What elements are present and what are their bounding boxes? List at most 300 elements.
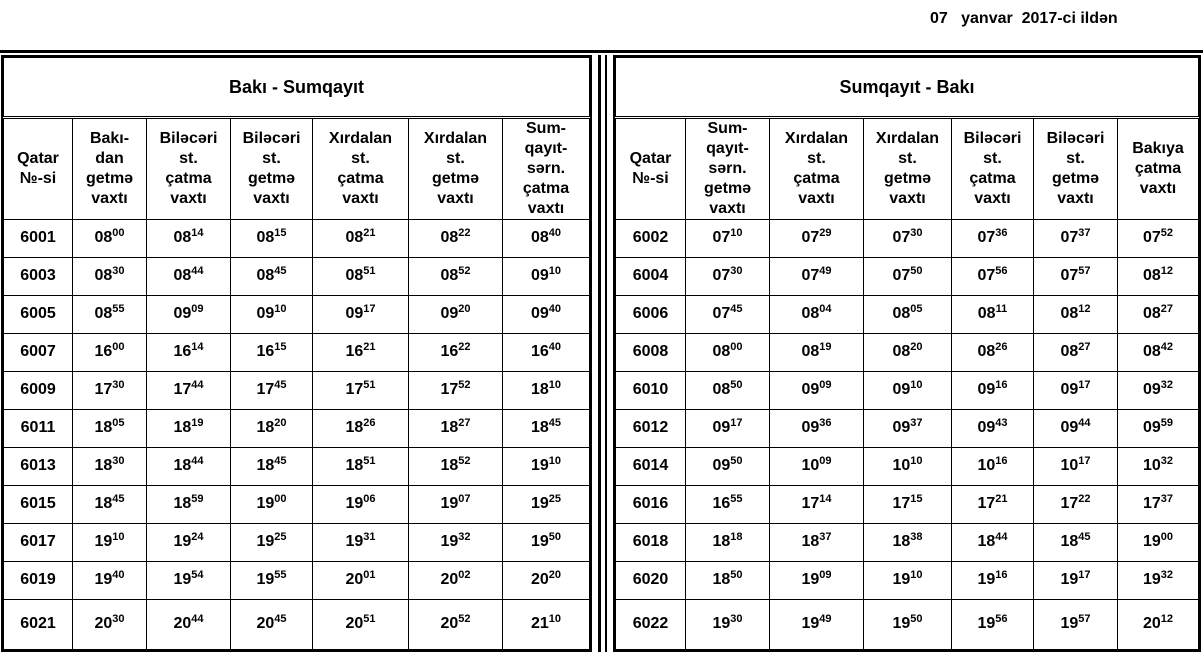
time-cell xyxy=(1034,599,1118,649)
time-minute: 12 xyxy=(1160,613,1174,626)
time-minute: 19 xyxy=(819,341,832,354)
train-number: 6006 xyxy=(616,295,686,333)
time-hour: 07 xyxy=(712,229,731,247)
time-cell xyxy=(1034,257,1118,295)
time-minute: 32 xyxy=(458,531,471,544)
time-cell xyxy=(231,599,313,649)
time-cell xyxy=(770,257,864,295)
time-cell xyxy=(1118,599,1199,649)
time-hour: 17 xyxy=(892,495,911,513)
time-cell xyxy=(503,523,590,561)
time-cell xyxy=(73,523,147,561)
time-hour: 17 xyxy=(345,381,364,399)
time-cell xyxy=(770,523,864,561)
time-minute: 10 xyxy=(548,613,562,626)
column-header: Biləcəri st. çatma vaxtı xyxy=(147,118,231,220)
time-cell xyxy=(503,447,590,485)
time-hour: 18 xyxy=(801,533,820,551)
time-hour: 10 xyxy=(892,457,911,475)
time-hour: 16 xyxy=(256,343,275,361)
time-cell xyxy=(147,485,231,523)
time-hour: 09 xyxy=(530,267,549,285)
table-row xyxy=(616,485,1199,523)
time-hour: 18 xyxy=(173,419,192,437)
train-number: 6022 xyxy=(616,599,686,649)
time-cell xyxy=(231,409,313,447)
time-minute: 10 xyxy=(910,379,923,392)
train-number: 6001 xyxy=(4,220,73,258)
time-cell xyxy=(864,295,952,333)
time-minute: 52 xyxy=(458,265,471,278)
train-number: 6007 xyxy=(4,333,73,371)
column-header: Xırdalan st. çatma vaxtı xyxy=(770,118,864,220)
time-minute: 37 xyxy=(1160,493,1174,506)
time-minute: 14 xyxy=(191,341,204,354)
time-hour: 08 xyxy=(892,343,911,361)
time-cell xyxy=(231,295,313,333)
time-minute: 45 xyxy=(274,265,287,278)
time-hour: 08 xyxy=(256,229,275,247)
table-row xyxy=(4,295,590,333)
time-cell xyxy=(147,371,231,409)
time-cell xyxy=(503,409,590,447)
time-cell xyxy=(409,409,503,447)
time-hour: 08 xyxy=(440,267,459,285)
time-minute: 15 xyxy=(910,493,923,506)
time-minute: 20 xyxy=(910,341,923,354)
train-number: 6016 xyxy=(616,485,686,523)
time-cell xyxy=(686,599,770,649)
time-cell xyxy=(952,447,1034,485)
time-minute: 50 xyxy=(910,265,923,278)
time-hour: 08 xyxy=(1142,267,1161,285)
time-minute: 38 xyxy=(910,531,923,544)
time-hour: 08 xyxy=(1060,305,1079,323)
time-minute: 49 xyxy=(819,265,832,278)
time-cell xyxy=(1118,485,1199,523)
time-minute: 36 xyxy=(819,417,832,430)
time-cell xyxy=(686,333,770,371)
time-hour: 07 xyxy=(712,305,731,323)
time-hour: 19 xyxy=(1060,615,1079,633)
time-cell xyxy=(1034,561,1118,599)
train-number: 6014 xyxy=(616,447,686,485)
time-minute: 10 xyxy=(910,455,923,468)
time-cell xyxy=(147,295,231,333)
time-minute: 51 xyxy=(363,613,376,626)
time-hour: 18 xyxy=(173,457,192,475)
time-cell xyxy=(770,333,864,371)
time-minute: 21 xyxy=(363,341,376,354)
time-cell xyxy=(1034,295,1118,333)
time-minute: 27 xyxy=(1160,303,1174,316)
time-cell xyxy=(864,220,952,258)
time-cell xyxy=(686,220,770,258)
time-minute: 17 xyxy=(1078,379,1091,392)
time-minute: 19 xyxy=(191,417,204,430)
time-hour: 08 xyxy=(1142,305,1161,323)
time-minute: 44 xyxy=(191,265,204,278)
time-minute: 43 xyxy=(995,417,1008,430)
time-minute: 32 xyxy=(1160,455,1174,468)
time-hour: 19 xyxy=(345,495,364,513)
time-minute: 45 xyxy=(274,613,287,626)
time-hour: 20 xyxy=(530,571,549,589)
column-header: Qatar №-si xyxy=(4,118,73,220)
time-cell xyxy=(1118,220,1199,258)
time-minute: 30 xyxy=(730,265,743,278)
train-number: 6015 xyxy=(4,485,73,523)
time-minute: 16 xyxy=(995,379,1008,392)
time-hour: 08 xyxy=(712,343,731,361)
time-minute: 30 xyxy=(112,613,125,626)
time-minute: 05 xyxy=(112,417,125,430)
time-minute: 56 xyxy=(995,613,1008,626)
time-hour: 17 xyxy=(173,381,192,399)
time-cell xyxy=(147,561,231,599)
baku-sumqayit-timetable xyxy=(1,55,592,652)
time-minute: 10 xyxy=(548,379,562,392)
time-cell xyxy=(1118,371,1199,409)
time-minute: 37 xyxy=(910,417,923,430)
time-minute: 25 xyxy=(548,493,562,506)
time-hour: 09 xyxy=(712,457,731,475)
time-hour: 08 xyxy=(801,343,820,361)
time-minute: 17 xyxy=(730,417,743,430)
time-minute: 20 xyxy=(274,417,287,430)
time-cell xyxy=(952,485,1034,523)
time-hour: 09 xyxy=(977,419,996,437)
time-hour: 19 xyxy=(94,533,113,551)
table-row xyxy=(616,523,1199,561)
time-hour: 18 xyxy=(977,533,996,551)
time-hour: 19 xyxy=(1060,571,1079,589)
table-row xyxy=(616,220,1199,258)
time-minute: 17 xyxy=(1078,569,1091,582)
table-row xyxy=(616,371,1199,409)
time-minute: 22 xyxy=(1078,493,1091,506)
time-hour: 09 xyxy=(977,381,996,399)
time-hour: 18 xyxy=(94,419,113,437)
table-row xyxy=(4,220,590,258)
time-cell xyxy=(313,561,409,599)
time-cell xyxy=(686,561,770,599)
time-hour: 18 xyxy=(712,571,731,589)
time-minute: 22 xyxy=(458,341,471,354)
time-hour: 07 xyxy=(712,267,731,285)
time-cell xyxy=(864,409,952,447)
time-cell xyxy=(1034,523,1118,561)
time-cell xyxy=(73,485,147,523)
time-cell xyxy=(73,257,147,295)
time-cell xyxy=(409,561,503,599)
time-hour: 20 xyxy=(1142,615,1161,633)
time-minute: 52 xyxy=(1160,227,1174,240)
time-hour: 09 xyxy=(440,305,459,323)
time-hour: 21 xyxy=(530,615,549,633)
time-hour: 19 xyxy=(256,533,275,551)
time-minute: 44 xyxy=(191,613,204,626)
time-minute: 10 xyxy=(548,265,562,278)
time-hour: 19 xyxy=(977,615,996,633)
time-hour: 10 xyxy=(1142,457,1161,475)
column-divider xyxy=(598,55,601,652)
time-cell xyxy=(952,599,1034,649)
table-row xyxy=(616,447,1199,485)
time-hour: 19 xyxy=(801,571,820,589)
time-minute: 05 xyxy=(910,303,923,316)
time-hour: 19 xyxy=(173,571,192,589)
time-minute: 50 xyxy=(730,569,743,582)
time-minute: 32 xyxy=(1160,569,1174,582)
time-minute: 12 xyxy=(1160,265,1174,278)
table-row xyxy=(4,599,590,649)
time-hour: 08 xyxy=(801,305,820,323)
time-cell xyxy=(313,333,409,371)
time-minute: 20 xyxy=(548,569,562,582)
table-row xyxy=(616,599,1199,649)
time-minute: 20 xyxy=(458,303,471,316)
time-minute: 00 xyxy=(1160,531,1174,544)
time-hour: 08 xyxy=(1142,343,1161,361)
time-hour: 17 xyxy=(256,381,275,399)
time-minute: 45 xyxy=(730,303,743,316)
time-hour: 16 xyxy=(345,343,364,361)
time-hour: 18 xyxy=(530,419,549,437)
time-minute: 24 xyxy=(191,531,204,544)
time-cell xyxy=(231,333,313,371)
train-number: 6020 xyxy=(616,561,686,599)
time-minute: 51 xyxy=(363,455,376,468)
time-hour: 19 xyxy=(530,457,549,475)
time-cell xyxy=(952,523,1034,561)
time-hour: 20 xyxy=(440,571,459,589)
time-hour: 19 xyxy=(1142,533,1161,551)
time-minute: 40 xyxy=(548,303,562,316)
time-cell xyxy=(952,371,1034,409)
time-minute: 52 xyxy=(458,455,471,468)
time-hour: 17 xyxy=(94,381,113,399)
time-cell xyxy=(503,561,590,599)
time-cell xyxy=(864,371,952,409)
time-minute: 00 xyxy=(112,341,125,354)
time-hour: 19 xyxy=(530,495,549,513)
column-divider xyxy=(605,55,607,652)
time-cell xyxy=(147,447,231,485)
time-minute: 27 xyxy=(1078,341,1091,354)
time-hour: 17 xyxy=(440,381,459,399)
time-minute: 45 xyxy=(274,379,287,392)
table-row xyxy=(4,257,590,295)
time-minute: 36 xyxy=(995,227,1008,240)
time-cell xyxy=(1118,333,1199,371)
time-cell xyxy=(686,523,770,561)
time-minute: 40 xyxy=(548,227,562,240)
time-cell xyxy=(313,257,409,295)
top-rule xyxy=(0,50,1203,53)
column-header: Biləcəri st. getmə vaxtı xyxy=(1034,118,1118,220)
time-cell xyxy=(864,447,952,485)
time-cell xyxy=(503,295,590,333)
time-minute: 44 xyxy=(191,455,204,468)
time-cell xyxy=(770,409,864,447)
time-minute: 10 xyxy=(112,531,125,544)
time-hour: 16 xyxy=(94,343,113,361)
time-cell xyxy=(313,295,409,333)
time-hour: 20 xyxy=(256,615,275,633)
time-minute: 16 xyxy=(995,569,1008,582)
time-hour: 09 xyxy=(801,381,820,399)
table-row xyxy=(4,561,590,599)
time-hour: 17 xyxy=(1142,495,1161,513)
column-header: Biləcəri st. getmə vaxtı xyxy=(231,118,313,220)
time-cell xyxy=(231,220,313,258)
time-minute: 22 xyxy=(458,227,471,240)
time-hour: 07 xyxy=(801,267,820,285)
table-row xyxy=(616,295,1199,333)
time-cell xyxy=(770,295,864,333)
time-cell xyxy=(73,447,147,485)
train-number: 6008 xyxy=(616,333,686,371)
time-minute: 51 xyxy=(363,379,376,392)
time-hour: 10 xyxy=(1060,457,1079,475)
time-cell xyxy=(952,295,1034,333)
time-hour: 18 xyxy=(94,495,113,513)
table-row xyxy=(4,523,590,561)
time-hour: 07 xyxy=(977,267,996,285)
time-minute: 14 xyxy=(191,227,204,240)
time-cell xyxy=(1034,333,1118,371)
time-minute: 30 xyxy=(112,455,125,468)
time-hour: 19 xyxy=(892,615,911,633)
time-cell xyxy=(770,485,864,523)
time-minute: 32 xyxy=(1160,379,1174,392)
time-hour: 09 xyxy=(801,419,820,437)
time-minute: 59 xyxy=(191,493,204,506)
time-hour: 08 xyxy=(892,305,911,323)
time-hour: 09 xyxy=(256,305,275,323)
time-hour: 18 xyxy=(440,457,459,475)
column-header: Qatar №-si xyxy=(616,118,686,220)
time-minute: 15 xyxy=(274,227,287,240)
timetable-table xyxy=(3,57,590,650)
time-hour: 16 xyxy=(530,343,549,361)
time-cell xyxy=(409,485,503,523)
time-cell xyxy=(952,409,1034,447)
column-header: Sum- qayıt- sərn. getmə vaxtı xyxy=(686,118,770,220)
effective-date: 07 yanvar 2017-ci ildən xyxy=(930,10,1118,27)
time-cell xyxy=(503,220,590,258)
time-cell xyxy=(686,371,770,409)
time-hour: 19 xyxy=(530,533,549,551)
time-cell xyxy=(409,447,503,485)
time-hour: 08 xyxy=(530,229,549,247)
time-minute: 21 xyxy=(363,227,376,240)
table-row xyxy=(616,409,1199,447)
time-cell xyxy=(147,523,231,561)
time-hour: 09 xyxy=(530,305,549,323)
time-minute: 02 xyxy=(458,569,471,582)
time-cell xyxy=(864,485,952,523)
time-minute: 16 xyxy=(995,455,1008,468)
table-row xyxy=(616,333,1199,371)
time-hour: 09 xyxy=(712,419,731,437)
train-number: 6004 xyxy=(616,257,686,295)
train-number: 6019 xyxy=(4,561,73,599)
time-cell xyxy=(1118,295,1199,333)
time-hour: 08 xyxy=(977,343,996,361)
train-number: 6009 xyxy=(4,371,73,409)
time-cell xyxy=(1118,257,1199,295)
time-minute: 55 xyxy=(730,493,743,506)
time-cell xyxy=(409,220,503,258)
time-hour: 07 xyxy=(1060,229,1079,247)
time-minute: 54 xyxy=(191,569,204,582)
time-cell xyxy=(686,485,770,523)
time-minute: 37 xyxy=(1078,227,1091,240)
time-hour: 19 xyxy=(440,533,459,551)
time-minute: 11 xyxy=(995,303,1008,316)
table-title: Bakı - Sumqayıt xyxy=(4,58,590,118)
table-title: Sumqayıt - Bakı xyxy=(616,58,1199,118)
time-cell xyxy=(1118,561,1199,599)
time-cell xyxy=(770,599,864,649)
time-cell xyxy=(147,220,231,258)
time-hour: 18 xyxy=(256,457,275,475)
time-minute: 30 xyxy=(730,613,743,626)
time-hour: 08 xyxy=(173,229,192,247)
time-cell xyxy=(313,409,409,447)
time-cell xyxy=(503,371,590,409)
time-minute: 57 xyxy=(1078,613,1091,626)
time-cell xyxy=(686,257,770,295)
time-hour: 19 xyxy=(345,533,364,551)
train-number: 6011 xyxy=(4,409,73,447)
time-minute: 30 xyxy=(910,227,923,240)
time-minute: 50 xyxy=(910,613,923,626)
time-cell xyxy=(503,599,590,649)
time-hour: 09 xyxy=(892,381,911,399)
time-minute: 10 xyxy=(548,455,562,468)
time-cell xyxy=(770,220,864,258)
train-number: 6012 xyxy=(616,409,686,447)
time-hour: 10 xyxy=(977,457,996,475)
time-minute: 50 xyxy=(548,531,562,544)
sumqayit-baku-timetable xyxy=(613,55,1201,652)
time-hour: 07 xyxy=(977,229,996,247)
time-cell xyxy=(231,257,313,295)
time-minute: 27 xyxy=(458,417,471,430)
time-cell xyxy=(147,409,231,447)
time-minute: 09 xyxy=(191,303,204,316)
time-hour: 08 xyxy=(94,305,113,323)
time-minute: 10 xyxy=(910,569,923,582)
time-cell xyxy=(1034,447,1118,485)
time-hour: 07 xyxy=(892,267,911,285)
time-cell xyxy=(231,523,313,561)
time-hour: 08 xyxy=(712,381,731,399)
time-minute: 52 xyxy=(458,613,471,626)
time-minute: 44 xyxy=(1078,417,1091,430)
time-minute: 10 xyxy=(274,303,287,316)
time-hour: 18 xyxy=(530,381,549,399)
column-header: Bakı- dan getmə vaxtı xyxy=(73,118,147,220)
time-hour: 08 xyxy=(440,229,459,247)
time-cell xyxy=(952,561,1034,599)
time-minute: 40 xyxy=(548,341,562,354)
time-cell xyxy=(770,371,864,409)
time-hour: 18 xyxy=(712,533,731,551)
